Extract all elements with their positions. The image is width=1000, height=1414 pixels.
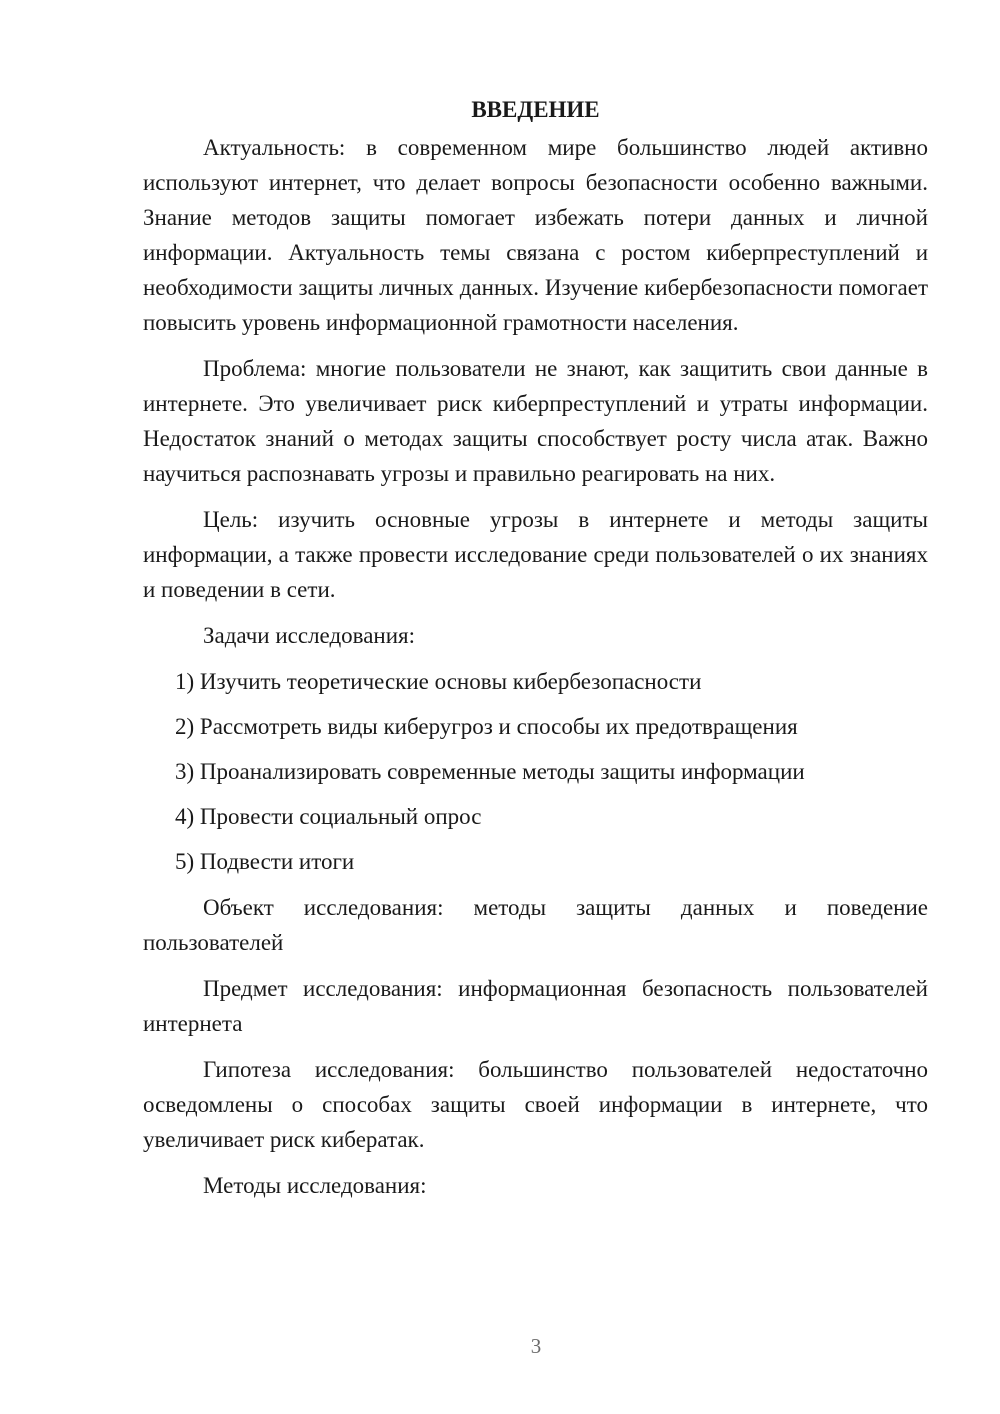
paragraph-problem: Проблема: многие пользователи не знают, как защитить свои данные в интернете. Это увеличивает риск киберпреступлений и утраты информации. Недостаток знаний о методах защиты способствует росту числа атак. Важно научиться распознавать угрозы и правильно реагировать на них.: [143, 356, 928, 486]
tasks-title: Задачи исследования:: [203, 623, 416, 648]
document-page: [143, 94, 928, 1214]
list-item: 4) Провести социальный опрос: [175, 804, 482, 829]
page-title: ВВЕДЕНИЕ: [471, 97, 600, 122]
paragraph-hypothesis: Гипотеза исследования: большинство пользователей недостаточно осведомлены о способах защиты своей информации в интернете, что увеличивает риск кибератак.: [143, 1057, 928, 1152]
paragraph-relevance: Актуальность: в современном мире большинство людей активно используют интернет, что делает вопросы безопасности особенно важными. Знание методов защиты помогает избежать потери данных и личной информации. Актуальность темы связана с ростом киберпреступлений и необходимости защиты личных данных. Изучение кибербезопасности помогает повысить уровень информационной грамотности населения.: [143, 135, 928, 335]
tasks-list: [143, 664, 928, 879]
list-item: 1) Изучить теоретические основы кибербезопасности: [175, 669, 702, 694]
list-item: 3) Проанализировать современные методы защиты информации: [175, 759, 805, 784]
list-item: 2) Рассмотреть виды киберугроз и способы их предотвращения: [175, 714, 798, 739]
list-item: 5) Подвести итоги: [175, 849, 355, 874]
paragraph-object: Объект исследования: методы защиты данных и поведение пользователей: [143, 895, 928, 955]
paragraph-subject: Предмет исследования: информационная безопасность пользователей интернета: [143, 976, 928, 1036]
paragraph-goal: Цель: изучить основные угрозы в интернете и методы защиты информации, а также провести исследование среди пользователей о их знаниях и поведении в сети.: [143, 507, 928, 602]
page-number: 3: [530, 1334, 542, 1358]
methods-title: Методы исследования:: [203, 1173, 427, 1198]
